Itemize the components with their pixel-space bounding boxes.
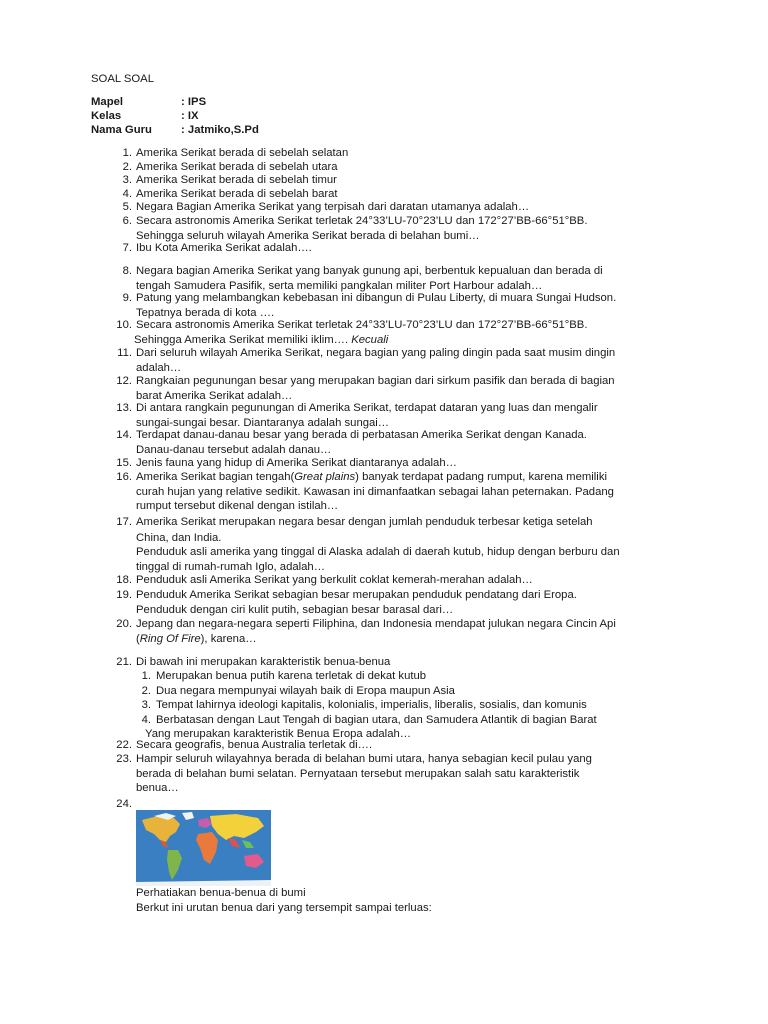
question-17: 17. Amerika Serikat merupakan negara besar dengan jumlah penduduk terbesar ketiga setelah China, dan India. Penduduk asli amerika yang tinggal di Alaska adalah di daerah kutub, hidup dengan berburu dan tinggal di rumah-rumah Iglo, adalah… [116,516,620,573]
question-24: 24. [116,798,132,810]
question-22: 22. Secara geografis, benua Australia terletak di…. [116,739,373,751]
question-5: 5. Negara Bagian Amerika Serikat yang terpisah dari daratan utamanya adalah… [122,201,530,213]
question-11: 11. Dari seluruh wilayah Amerika Serikat, negara bagian yang paling dingin pada saat musim dingin adalah… [117,347,616,374]
world-map-graphic [136,810,271,886]
question-23: 23. Hampir seluruh wilayahnya berada di belahan bumi utara, hanya sebagian kecil pulau yang berada di belahan bumi selatan. Pernyataan tersebut merupakan salah satu karakteristik benua… [116,753,592,795]
question-21-subitems [137,669,597,742]
sub-item: 3. Tempat lahirnya ideologi kapitalis, kolonialis, imperialis, liberalis, sosialis, dan komunis [141,699,587,712]
question-2: 2. Amerika Serikat berada di sebelah utara [122,161,338,173]
question-14: 14. Terdapat danau-danau besar yang berada di perbatasan Amerika Serikat dengan Kanada. Danau-danau tersebut adalah danau… [116,429,587,456]
meta-label: Nama Guru [91,124,152,136]
question-8: 8. Negara bagian Amerika Serikat yang banyak gunung api, berbentuk kepualuan dan berada di tengah Samudera Pasifik, serta memiliki pangkalan militer Port Harbour adalah… [122,265,603,292]
question-13: 13. Di antara rangkain pegunungan di Amerika Serikat, terdapat dataran yang luas dan mengalir sungai-sungai besar. Diantaranya adalah sungai… [116,402,598,429]
meta-value: : Jatmiko,S.Pd [181,124,259,136]
meta-value: : IX [181,110,199,122]
question-20: 20. Jepang dan negara-negara seperti Filiphina, dan Indonesia mendapat julukan negara Cincin Api (Ring Of Fire), karena… [116,618,616,645]
question-15: 15. Jenis fauna yang hidup di Amerika Serikat diantaranya adalah… [116,457,457,469]
question-21: 21. Di bawah ini merupakan karakteristik benua-benua [116,656,391,668]
world-map-image [136,810,271,886]
question-3: 3. Amerika Serikat berada di sebelah timur [122,174,337,186]
sub-item-tail: Yang merupakan karakteristik Benua Eropa adalah… [145,728,412,741]
question-18: 18. Penduduk asli Amerika Serikat yang berkulit coklat kemerah-merahan adalah… [116,574,533,586]
question-10: 10. Secara astronomis Amerika Serikat terletak 24°33’LU-70°23’LU dan 172°27’BB-66°51°BB. Sehingga Amerika Serikat memiliki iklim…. Kecuali [116,319,588,346]
question-12: 12. Rangkaian pegunungan besar yang merupakan bagian dari sirkum pasifik dan berada di bagian barat Amerika Serikat adalah… [116,375,615,402]
meta-label: Mapel [91,96,124,108]
document-title: SOAL SOAL [91,73,154,85]
question-16: 16. Amerika Serikat bagian tengah(Great plains) banyak terdapat padang rumput, karena memiliki curah hujan yang relative sedikit. Kawasan ini dimanfaatkan sebagai lahan peternakan. Padang rumput tersebut dikenal dengan istilah… [116,471,614,513]
question-9: 9. Patung yang melambangkan kebebasan ini dibangun di Pulau Liberty, di muara Sungai Hudson. Tepatnya berada di kota …. [122,292,617,319]
meta-label: Kelas [91,110,122,122]
sub-item: 1. Merupakan benua putih karena terletak di dekat kutub [141,670,427,682]
question-6: 6. Secara astronomis Amerika Serikat terletak 24°33’LU-70°23’LU dan 172°27’BB-66°51°BB. Sehingga seluruh wilayah Amerika Serikat berada di belahan bumi… [122,215,588,242]
question-7: 7. Ibu Kota Amerika Serikat adalah…. [122,242,312,254]
sub-item: 2. Dua negara mempunyai wilayah baik di Eropa maupun Asia [141,684,455,697]
question-24-text: Perhatiakan benua-benua di bumi Berkut ini urutan benua dari yang tersempit sampai terluas: [136,887,432,914]
question-1: 1. Amerika Serikat berada di sebelah selatan [122,147,349,159]
meta-value: : IPS [181,96,207,108]
question-19: 19. Penduduk Amerika Serikat sebagian besar merupakan penduduk pendatang dari Eropa. Penduduk dengan ciri kulit putih, sebagian besar barasal dari… [116,589,577,616]
question-4: 4. Amerika Serikat berada di sebelah barat [122,188,338,200]
sub-item: 4. Berbatasan dengan Laut Tengah di bagian utara, dan Samudera Atlantik di bagian Barat [141,713,597,726]
